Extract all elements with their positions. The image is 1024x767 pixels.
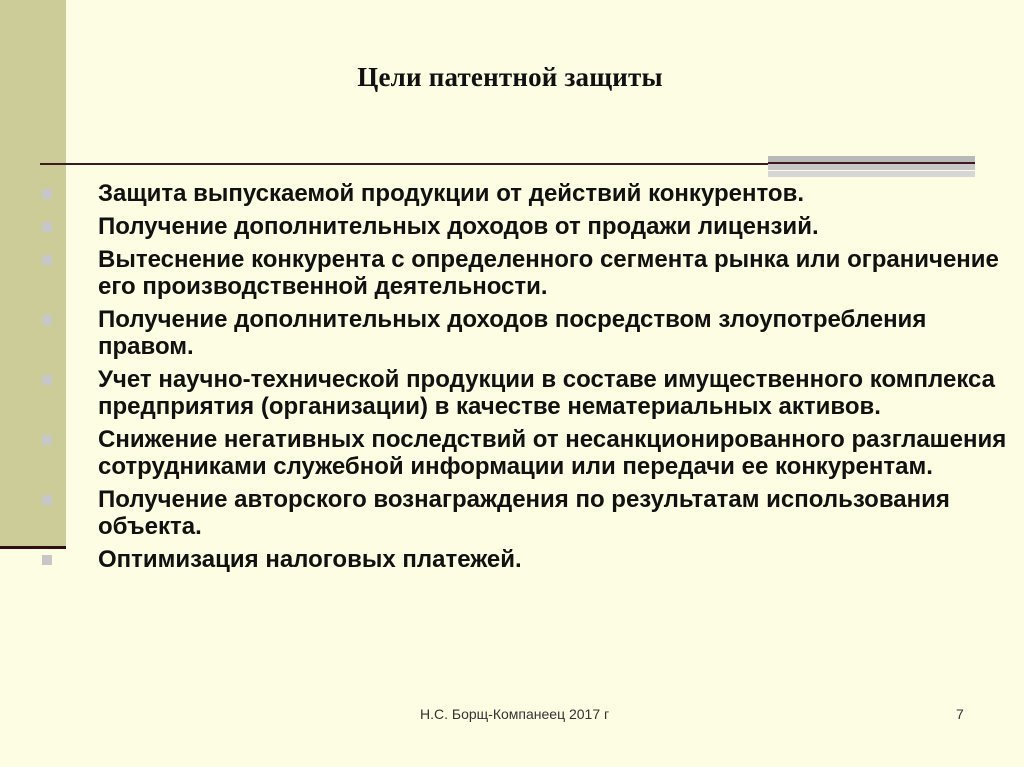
bullet-text: Снижение негативных последствий от несанкционированного разглашения сотрудниками служебной информации или передачи ее конкурентам. — [98, 426, 1007, 480]
square-bullet-icon — [42, 555, 52, 565]
bullet-item — [40, 180, 1015, 207]
slide-title: Цели патентной защиты — [357, 62, 663, 92]
square-bullet-icon — [42, 375, 52, 385]
square-bullet-icon — [42, 315, 52, 325]
square-bullet-icon — [42, 435, 52, 445]
page-number: 7 — [956, 706, 964, 722]
bullet-text: Защита выпускаемой продукции от действий конкурентов. — [98, 180, 804, 207]
square-bullet-icon — [42, 495, 52, 505]
bullet-item — [40, 426, 1015, 480]
divider-accent-bars — [768, 156, 975, 177]
bullet-item — [40, 246, 1015, 300]
bullet-text: Получение авторского вознаграждения по результатам использования объекта. — [98, 486, 950, 540]
bullet-text: Получение дополнительных доходов посредством злоупотребления правом. — [98, 306, 927, 360]
bullet-item — [40, 546, 1015, 573]
bullet-item — [40, 306, 1015, 360]
bullet-text: Оптимизация налоговых платежей. — [98, 546, 522, 573]
bullet-item — [40, 366, 1015, 420]
bullet-text: Учет научно-технической продукции в составе имущественного комплекса предприятия (организации) в качестве нематериальных активов. — [98, 366, 996, 420]
footer-author: Н.С. Борщ-Компанеец 2017 г — [420, 706, 610, 722]
bullet-item — [40, 213, 1015, 240]
bullet-list — [40, 180, 1015, 579]
bullet-text: Получение дополнительных доходов от продажи лицензий. — [98, 213, 819, 240]
square-bullet-icon — [42, 255, 52, 265]
bullet-text: Вытеснение конкурента с определенного сегмента рынка или ограничение его производственной деятельности. — [98, 246, 999, 300]
bullet-item — [40, 486, 1015, 540]
square-bullet-icon — [42, 189, 52, 199]
square-bullet-icon — [42, 222, 52, 232]
